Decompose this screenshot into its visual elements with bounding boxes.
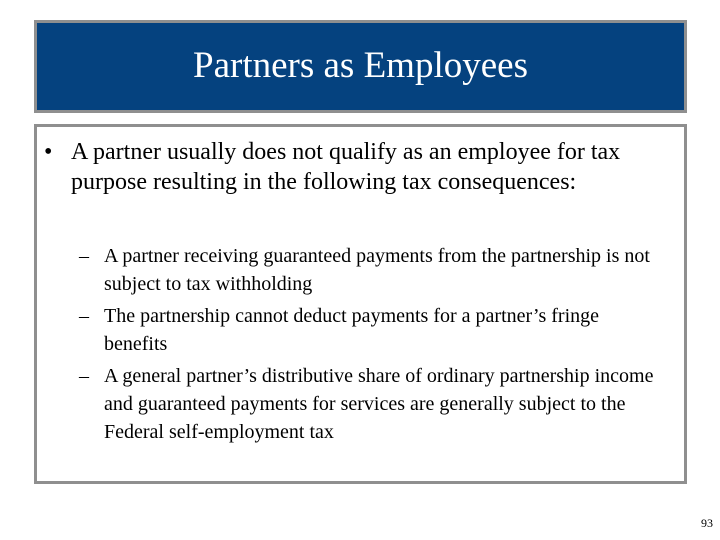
slide-title: Partners as Employees [193, 45, 528, 86]
bullet-marker: • [44, 139, 53, 165]
title-banner [34, 20, 687, 113]
content-panel [34, 124, 687, 484]
sub-bullet-list [37, 242, 683, 450]
page-number: 93 [701, 516, 713, 530]
sub-bullet-text: A general partner’s distributive share of ordinary partnership income and guaranteed payments for services are generally subject to the Federal self-employment tax [104, 365, 654, 443]
sub-bullet-text: The partnership cannot deduct payments for a partner’s fringe benefits [104, 305, 599, 355]
main-bullet-text: A partner usually does not qualify as an employee for tax purpose resulting in the following tax consequences: [71, 139, 621, 195]
dash-marker: – [79, 365, 89, 387]
dash-marker: – [79, 245, 89, 267]
sub-bullet-withholding [37, 242, 683, 298]
sub-bullet-text: A partner receiving guaranteed payments from the partnership is not subject to tax withholding [104, 245, 650, 295]
sub-bullet-fringe-benefits [37, 302, 683, 358]
sub-bullet-self-employment [37, 362, 683, 446]
main-bullet [37, 137, 683, 197]
dash-marker: – [79, 305, 89, 327]
